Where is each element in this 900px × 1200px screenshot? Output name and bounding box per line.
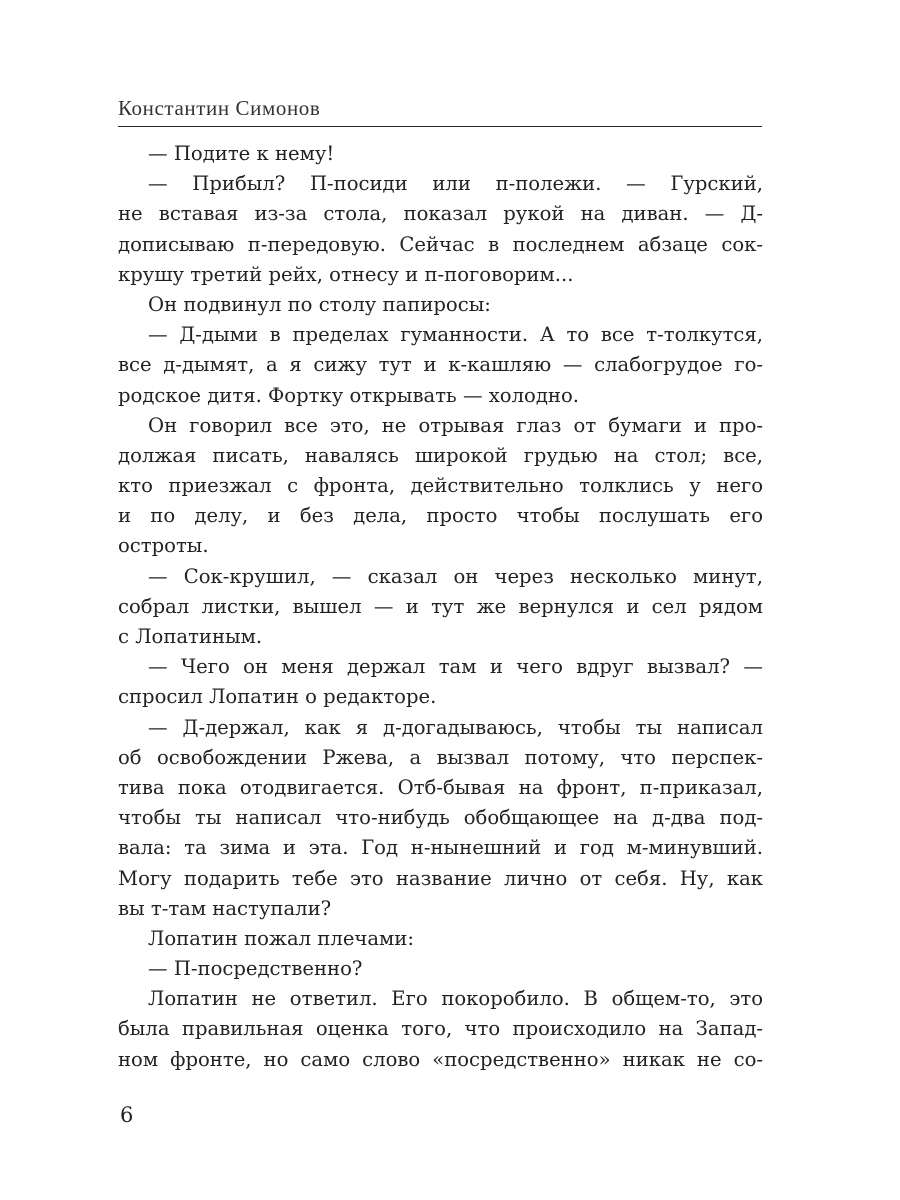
text-line: дописываю п-передовую. Сейчас в последнем абзаце сок- — [118, 232, 763, 256]
text-line: с Лопатиным. — [118, 625, 263, 648]
text-line: была правильная оценка того, что происходило на Запад- — [118, 1017, 763, 1041]
text-line: все д-дымят, а я сижу тут и к-кашляю — слабогрудое го- — [118, 353, 763, 377]
text-line: вы т-там наступали? — [118, 896, 332, 920]
body-text — [118, 139, 763, 1075]
text-line: собрал листки, вышел — и тут же вернулся и сел рядом — [118, 594, 763, 618]
text-line: — Д-держал, как я д-догадываюсь, чтобы ты написал — [148, 715, 763, 739]
text-line: вала: та зима и эта. Год н-нынешний и год м-минувший. — [118, 836, 763, 860]
text-line: тива пока отодвигается. Отб-бывая на фронт, п-приказал, — [118, 775, 763, 799]
text-line: ном фронте, но само слово «посредственно» никак не со- — [118, 1047, 763, 1071]
text-line: Он подвинул по столу папиросы: — [148, 292, 491, 316]
text-line: — Подите к нему! — [148, 142, 335, 165]
text-line: — Д-дыми в пределах гуманности. А то все т-толкутся, — [148, 323, 763, 347]
text-line: Лопатин пожал плечами: — [148, 926, 414, 950]
text-line: не вставая из-за стола, показал рукой на диван. — Д- — [118, 202, 763, 226]
text-line: родское дитя. Фортку открывать — холодно. — [118, 383, 579, 407]
text-line: об освобождении Ржева, а вызвал потому, что перспек- — [118, 745, 763, 769]
text-line: Могу подарить тебе это название лично от себя. Ну, как — [118, 866, 763, 890]
author-name: Константин Симонов — [118, 96, 321, 120]
text-line: должая писать, навалясь широкой грудью на стол; все, — [118, 443, 763, 467]
text-line: чтобы ты написал что-нибудь обобщающее на д-два под- — [118, 806, 763, 830]
text-line: спросил Лопатин о редакторе. — [118, 685, 437, 709]
text-line: Лопатин не ответил. Его покоробило. В общем-то, это — [148, 987, 763, 1011]
text-line: крушу третий рейх, отнесу и п-поговорим... — [118, 262, 574, 286]
text-line: остроты. — [118, 534, 209, 558]
text-line: кто приезжал с фронта, действительно толклись у него — [118, 474, 763, 498]
text-line: — Чего он меня держал там и чего вдруг вызвал? — — [148, 655, 763, 679]
text-line: Он говорил все это, не отрывая глаз от бумаги и про- — [148, 413, 763, 437]
text-line: и по делу, и без дела, просто чтобы послушать его — [118, 504, 763, 528]
text-line: — Прибыл? П-посиди или п-полежи. — Гурский, — [148, 172, 763, 196]
running-head — [118, 96, 762, 127]
text-line: — Сок-крушил, — сказал он через несколько минут, — [148, 564, 763, 588]
text-line: — П-посредственно? — [148, 957, 363, 981]
page-number: 6 — [120, 1103, 134, 1127]
